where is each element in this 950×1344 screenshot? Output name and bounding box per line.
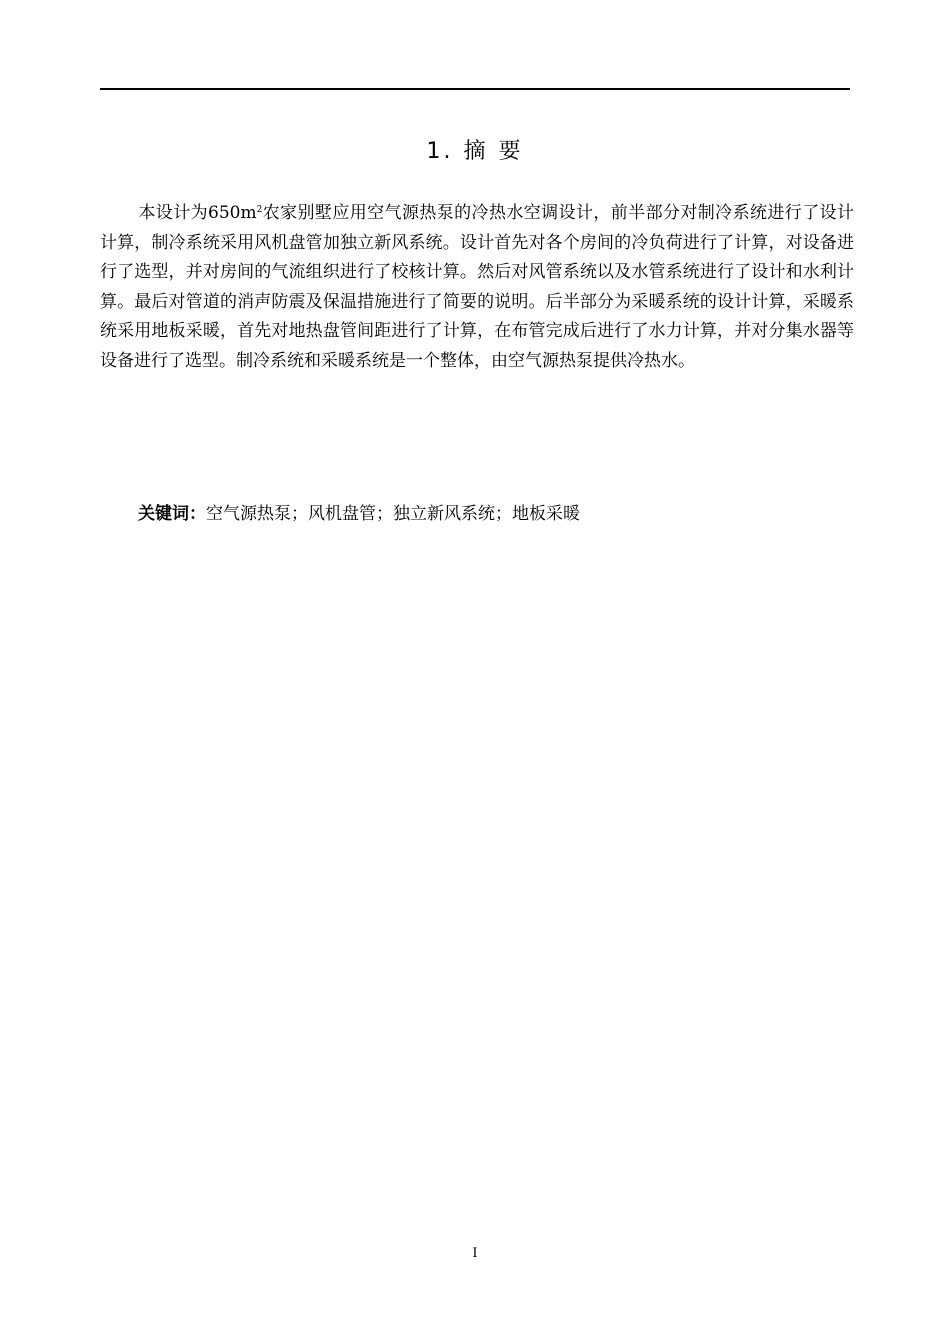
page-number: I (472, 1246, 478, 1261)
abstract-body: 农家别墅应用空气源热泵的冷热水空调设计，前半部分对制冷系统进行了设计计算，制冷系统采用风机盘管加独立新风系统。设计首先对各个房间的冷负荷进行了计算，对设备进行了选型，并对房间的气流组织进行了校核计算。然后对风管系统以及水管系统进行了设计和水利计算。最后对管道的消声防震及保温措施进行了简要的说明。后半部分为采暖系统的设计计算，采暖系统采用地板采暖，首先对地热盘管间距进行了计算，在布管完成后进行了水力计算，并对分集水器等设备进行了选型。制冷系统和采暖系统是一个整体，由空气源热泵提供冷热水。 (100, 203, 855, 371)
section-number: 1. (426, 139, 454, 164)
area-superscript: 2 (256, 205, 263, 215)
keywords-line (138, 500, 580, 528)
abstract-paragraph (100, 199, 854, 377)
keywords-label: 关键词： (138, 504, 206, 524)
abstract-lead: 本设计为650m (138, 203, 257, 223)
section-title (0, 138, 950, 166)
header-rule (100, 88, 850, 90)
section-title-text: 摘 要 (463, 139, 524, 164)
keywords-text: 空气源热泵；风机盘管；独立新风系统；地板采暖 (206, 504, 580, 524)
